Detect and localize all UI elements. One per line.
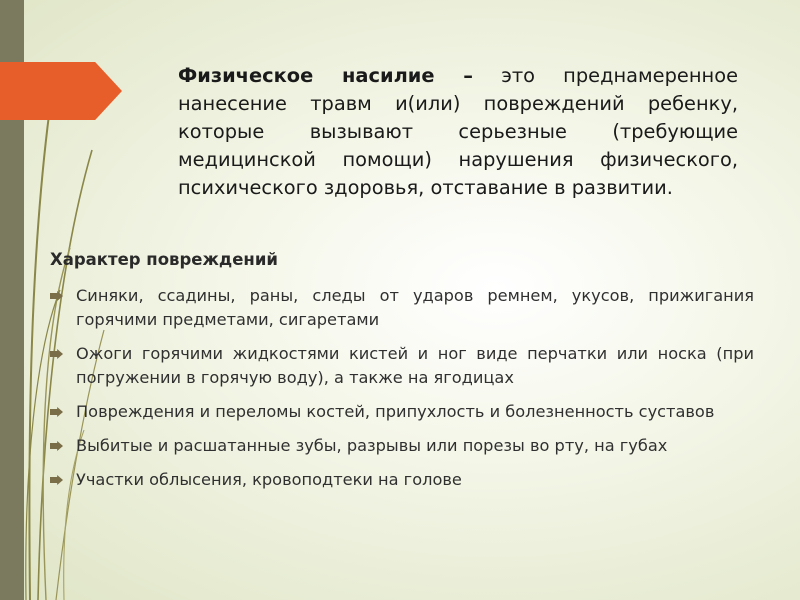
list-item	[50, 284, 754, 332]
list-item	[50, 468, 754, 492]
definition-text: это преднамеренное нанесение травм и(или) повреждений ребенку, которые вызывают серьезные (требующие медицинской помощи) нарушения физического, психического здоровья, отставание в развитии.	[178, 64, 738, 199]
list-item-text: Ожоги горячими жидкостями кистей и ног виде перчатки или носка (при погружении в горячую воду), а также на ягодицах	[76, 344, 754, 387]
arrow-bullet-icon	[50, 291, 63, 301]
list-item-text: Повреждения и переломы костей, припухлость и болезненность суставов	[76, 402, 715, 421]
definition-term: Физическое насилие –	[178, 64, 473, 87]
list-item	[50, 342, 754, 390]
definition-paragraph	[178, 62, 738, 202]
arrow-bullet-icon	[50, 349, 63, 359]
list-item	[50, 434, 754, 458]
list-item	[50, 400, 754, 424]
arrow-bullet-icon	[50, 475, 63, 485]
arrow-bullet-icon	[50, 407, 63, 417]
list-item-text: Участки облысения, кровоподтеки на голове	[76, 470, 462, 489]
section-heading: Характер повреждений	[50, 250, 278, 269]
list-item-text: Синяки, ссадины, раны, следы от ударов ремнем, укусов, прижигания горячими предметами, сигаретами	[76, 286, 754, 329]
list-item-text: Выбитые и расшатанные зубы, разрывы или порезы во рту, на губах	[76, 436, 668, 455]
arrow-bullet-icon	[50, 441, 63, 451]
injury-list	[50, 284, 754, 502]
